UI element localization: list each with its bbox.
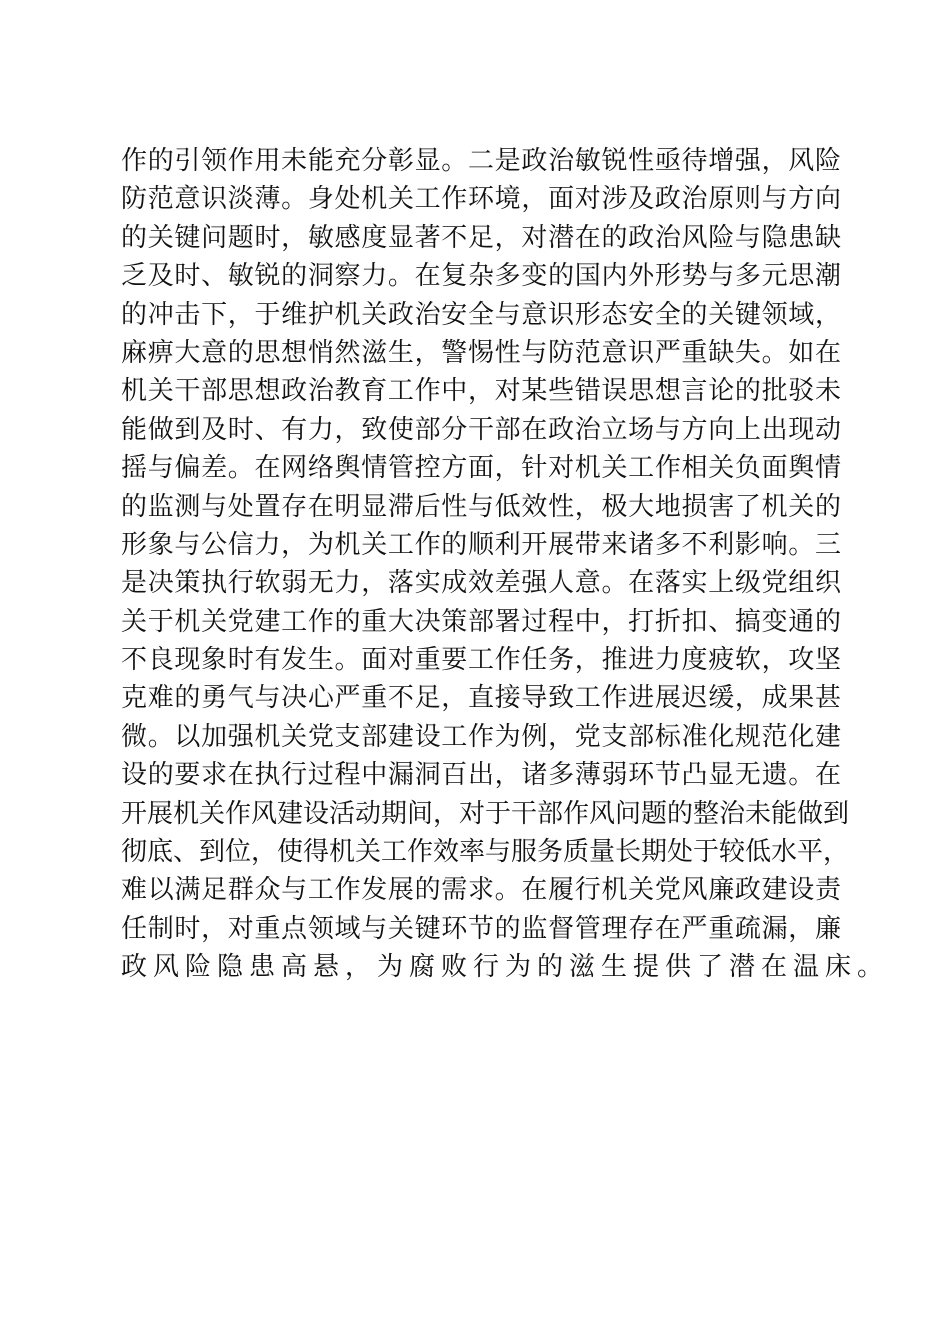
paragraph-line-1: 作的引领作用未能充分彰显。二是政治敏锐性亟待增强，风险 [121, 146, 841, 176]
paragraph-line-12: 是决策执行软弱无力，落实成效差强人意。在落实上级党组织 [121, 568, 841, 599]
paragraph-line-13: 关于机关党建工作的重大决策部署过程中，打折扣、搞变通的 [121, 606, 841, 637]
paragraph-line-15: 克难的勇气与决心严重不足，直接导致工作进展迟缓，成果甚 [121, 683, 841, 714]
paragraph-line-2: 防范意识淡薄。身处机关工作环境，面对涉及政治原则与方向 [121, 184, 841, 215]
paragraph-line-20: 难以满足群众与工作发展的需求。在履行机关党风廉政建设责 [121, 875, 841, 906]
paragraph-line-18: 开展机关作风建设活动期间，对于干部作风问题的整治未能做到 [121, 798, 850, 829]
paragraph-line-4: 乏及时、敏锐的洞察力。在复杂多变的国内外形势与多元思潮 [121, 261, 841, 292]
paragraph-line-22: 政风险隐患高悬，为腐败行为的滋生提供了潜在温床。 [121, 952, 890, 983]
paragraph-line-16: 微。以加强机关党支部建设工作为例，党支部标准化规范化建 [121, 721, 841, 752]
paragraph-line-10: 的监测与处置存在明显滞后性与低效性，极大地损害了机关的 [121, 491, 841, 522]
paragraph-line-21: 任制时，对重点领域与关键环节的监督管理存在严重疏漏，廉 [121, 913, 841, 944]
paragraph-line-14: 不良现象时有发生。面对重要工作任务，推进力度疲软，攻坚 [121, 645, 841, 676]
paragraph-line-5: 的冲击下，于维护机关政治安全与意识形态安全的关键领域， [121, 299, 841, 330]
paragraph-line-9: 摇与偏差。在网络舆情管控方面，针对机关工作相关负面舆情 [121, 453, 841, 484]
paragraph-line-8: 能做到及时、有力，致使部分干部在政治立场与方向上出现动 [121, 414, 841, 445]
paragraph-line-7: 机关干部思想政治教育工作中，对某些错误思想言论的批驳未 [121, 376, 841, 407]
paragraph-line-3: 的关键问题时，敏感度显著不足，对潜在的政治风险与隐患缺 [121, 222, 841, 253]
paragraph-line-6: 麻痹大意的思想悄然滋生，警惕性与防范意识严重缺失。如在 [121, 337, 841, 368]
paragraph-line-17: 设的要求在执行过程中漏洞百出，诸多薄弱环节凸显无遗。在 [121, 760, 841, 791]
body-paragraph [121, 142, 890, 987]
paragraph-line-11: 形象与公信力，为机关工作的顺利开展带来诸多不利影响。三 [121, 529, 841, 560]
paragraph-line-19: 彻底、到位，使得机关工作效率与服务质量长期处于较低水平， [121, 837, 850, 868]
